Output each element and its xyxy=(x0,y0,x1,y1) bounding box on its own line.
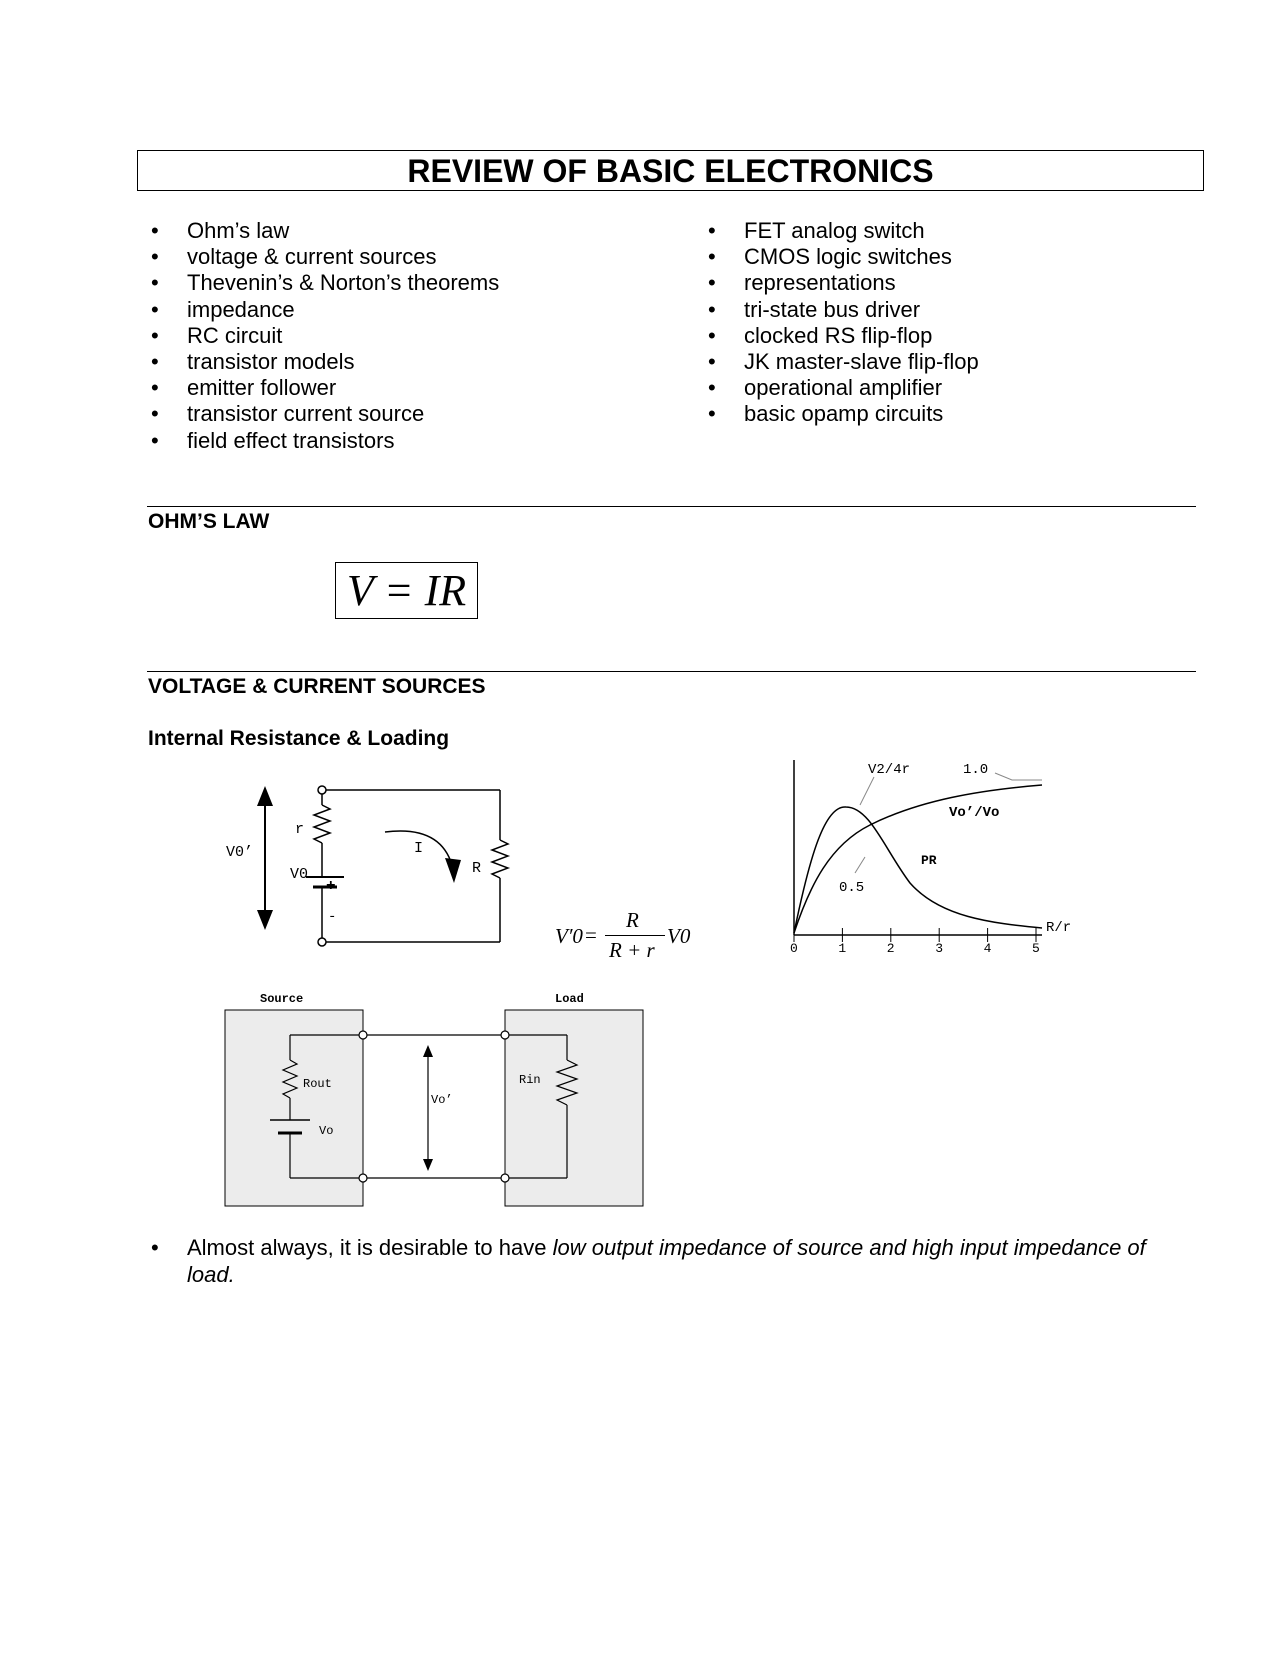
formula-numerator: R xyxy=(626,908,639,932)
formula-equals: = xyxy=(585,923,597,947)
topic-label: Ohm’s law xyxy=(187,218,290,243)
label-0-5: 0.5 xyxy=(839,880,865,896)
label-rout: Rout xyxy=(303,1077,332,1091)
label-I: I xyxy=(414,840,424,857)
topic-label: Thevenin’s & Norton’s theorems xyxy=(187,270,500,296)
topic-item xyxy=(708,375,979,401)
bullet: • xyxy=(708,401,716,427)
graph-tick-label: 5 xyxy=(1032,941,1040,955)
bullet: • xyxy=(151,427,159,453)
heading-voltage-current-sources: VOLTAGE & CURRENT SOURCES xyxy=(148,675,486,698)
note-italic-2: load. xyxy=(187,1262,235,1287)
leader-05 xyxy=(855,857,865,873)
topics-right-list xyxy=(708,218,979,428)
subheading-internal-resistance: Internal Resistance & Loading xyxy=(148,727,450,750)
impedance-note xyxy=(151,1234,1187,1288)
resistor-load-R xyxy=(492,840,508,878)
graph-tick-label: 1 xyxy=(838,941,847,955)
graph-tick-label: 3 xyxy=(935,941,944,955)
curve-vo-ratio xyxy=(794,785,1042,933)
topic-item xyxy=(151,218,499,244)
topic-label: transistor current source xyxy=(187,401,425,427)
topic-item xyxy=(151,349,499,375)
label-R: R xyxy=(472,860,482,877)
bullet: • xyxy=(151,322,159,348)
label-1-0: 1.0 xyxy=(963,762,989,778)
label-v2-4r: V2/4r xyxy=(868,762,911,778)
topic-label: voltage & current sources xyxy=(187,244,437,270)
voltage-divider-formula xyxy=(555,908,695,970)
topic-item xyxy=(708,270,979,296)
graph-x-ticks xyxy=(790,928,1040,955)
topic-label: basic opamp circuits xyxy=(744,401,944,427)
topic-label: clocked RS flip-flop xyxy=(744,322,933,348)
topic-label: FET analog switch xyxy=(744,218,925,243)
arrow-up-head xyxy=(257,786,273,806)
topic-item xyxy=(708,401,979,427)
bullet: • xyxy=(708,375,716,401)
label-rin: Rin xyxy=(519,1073,541,1087)
divider-sources xyxy=(147,671,1196,672)
node-src-bottom xyxy=(359,1174,367,1182)
load-block xyxy=(505,1010,643,1206)
topic-item xyxy=(708,322,979,349)
label-r: r xyxy=(295,821,305,838)
topic-label: field effect transistors xyxy=(187,427,395,453)
topic-label: CMOS logic switches xyxy=(744,244,952,270)
source-load-block-diagram xyxy=(215,988,655,1213)
note-italic-1: low output impedance of source and high input impedance of xyxy=(552,1235,1146,1260)
leader-10 xyxy=(995,773,1042,780)
topic-item xyxy=(151,427,499,454)
topic-item xyxy=(151,375,499,401)
divider-ohms xyxy=(147,506,1196,507)
bullet: • xyxy=(708,322,716,348)
topics-left-list xyxy=(151,218,500,454)
bullet: • xyxy=(151,218,159,243)
topic-item xyxy=(708,244,979,270)
page-title: REVIEW OF BASIC ELECTRONICS xyxy=(407,153,934,189)
bullet: • xyxy=(151,296,159,322)
formula-fraction-bar xyxy=(605,935,665,936)
arrow-down-head xyxy=(257,910,273,930)
title-box xyxy=(137,150,1204,191)
resistor-r xyxy=(314,805,330,843)
formula-rhs: V0 xyxy=(667,924,691,948)
bullet: • xyxy=(151,349,159,375)
graph-tick-label: 4 xyxy=(983,941,992,955)
label-vo-prime: Vo’ xyxy=(431,1093,453,1107)
leader-v2 xyxy=(860,777,874,805)
power-transfer-graph xyxy=(780,745,1100,955)
topic-item xyxy=(151,401,499,427)
topic-item xyxy=(151,244,499,270)
label-v0: V0 xyxy=(290,866,309,883)
label-vo: Vo xyxy=(319,1124,334,1138)
label-PR: PR xyxy=(921,853,937,868)
topic-label: operational amplifier xyxy=(744,375,943,401)
bullet: • xyxy=(151,270,159,296)
terminal-bottom xyxy=(318,938,326,946)
bullet: • xyxy=(151,401,159,427)
topic-label: impedance xyxy=(187,296,295,322)
graph-tick-label: 2 xyxy=(886,941,895,955)
formula-denominator: R + r xyxy=(609,938,655,962)
topic-label: RC circuit xyxy=(187,322,283,348)
graph-tick-label: 0 xyxy=(790,941,798,955)
label-vo-ratio: Vo’/Vo xyxy=(949,805,1000,821)
node-src-top xyxy=(359,1031,367,1039)
topic-label: transistor models xyxy=(187,349,355,375)
label-v0prime: V0’ xyxy=(226,844,254,861)
topic-item xyxy=(151,270,500,296)
bullet: • xyxy=(708,296,716,322)
topic-label: representations xyxy=(744,270,896,296)
label-minus: - xyxy=(328,909,337,925)
terminal-top xyxy=(318,786,326,794)
ohms-law-equation: V = IR xyxy=(335,562,478,619)
node-load-top xyxy=(501,1031,509,1039)
topic-label: tri-state bus driver xyxy=(744,296,921,322)
current-arrow-head xyxy=(445,858,461,883)
topic-label: JK master-slave flip-flop xyxy=(744,349,979,375)
label-load: Load xyxy=(555,992,584,1006)
formula-lhs: V′0 xyxy=(555,924,583,948)
topic-item xyxy=(708,218,979,244)
topic-item xyxy=(708,349,979,375)
bullet: • xyxy=(708,218,716,243)
bullet: • xyxy=(151,375,159,401)
bullet: • xyxy=(708,349,716,375)
topic-item xyxy=(151,296,499,323)
heading-ohms-law: OHM’S LAW xyxy=(148,510,270,533)
topic-label: emitter follower xyxy=(187,375,337,401)
label-plus: + xyxy=(326,877,336,895)
topic-item xyxy=(708,296,979,323)
note-lead: Almost always, it is desirable to have xyxy=(187,1235,553,1260)
source-load-circuit-diagram xyxy=(210,770,530,950)
bullet: • xyxy=(708,270,716,296)
topic-item xyxy=(151,322,499,349)
node-load-bottom xyxy=(501,1174,509,1182)
bullet: • xyxy=(708,244,716,270)
bullet: • xyxy=(151,1235,159,1260)
label-source: Source xyxy=(260,992,304,1006)
bullet: • xyxy=(151,244,159,270)
source-block xyxy=(225,1010,363,1206)
curve-power-PR xyxy=(794,807,1042,933)
label-R-over-r: R/r xyxy=(1046,920,1072,936)
